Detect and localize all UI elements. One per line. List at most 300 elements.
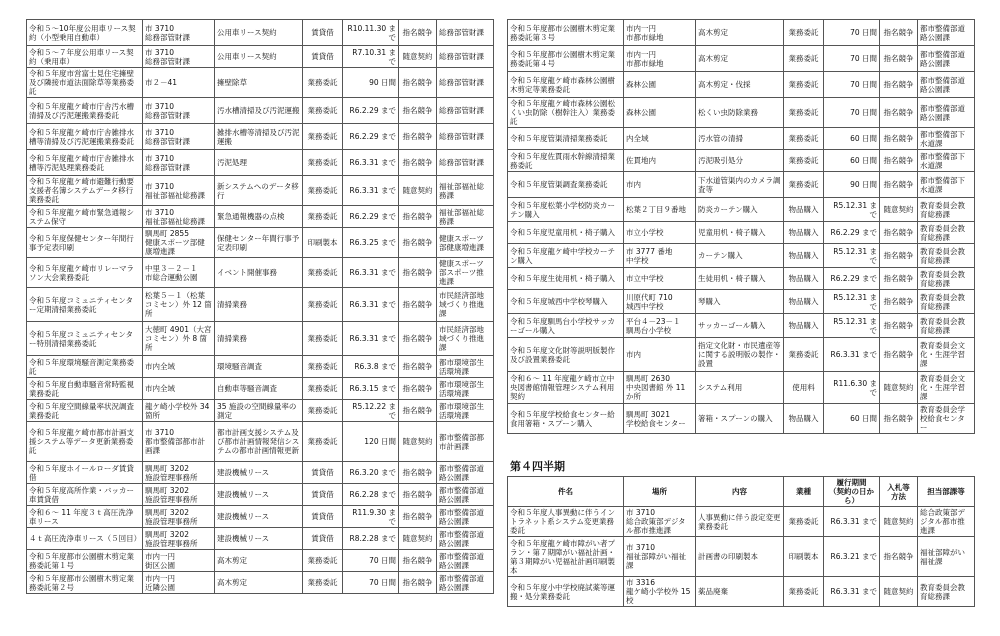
cell-location: 松葉２丁目９番地 [624,198,696,222]
cell-subject: 令和５～10年度公用車リース契約（小型乗用自動車） [27,20,143,46]
cell-category: 業務委託 [303,422,343,462]
cell-bid-method: 指名競争 [880,290,918,314]
table-row [508,222,975,244]
cell-subject: 令和５年度学校給食センター給食用箸箱・スプーン購入 [508,404,624,434]
cell-period: 70 日間 [824,46,880,72]
cell-period: R6.3.31 まで [343,176,399,206]
cell-department: 総合政策部デジタル都市推進課 [918,507,975,537]
cell-category: 印刷製本 [303,228,343,258]
cell-period: R6.2.29 まで [343,124,399,150]
table-row [508,172,975,198]
cell-content: 人事異動に伴う設定変更業務委託 [696,507,784,537]
cell-category: 賃貸借 [303,20,343,46]
contract-table-left [26,19,494,594]
cell-period: R10.11.30 まで [343,20,399,46]
cell-subject: 令和５年度城西中学校琴購入 [508,290,624,314]
cell-bid-method: 指名競争 [399,228,437,258]
table-row [27,506,494,528]
cell-department: 福祉部福祉総務課 [437,206,494,228]
cell-subject: 令和５年度環境騒音測定業務委託 [27,356,143,378]
table-row [27,68,494,98]
cell-period: 90 日間 [343,68,399,98]
cell-department: 都市環境部生活環境課 [437,378,494,400]
cell-subject: 令和５年度都市公園樹木剪定業務委託第４号 [508,46,624,72]
cell-period: 90 日間 [824,172,880,198]
cell-category: 賃貸借 [303,46,343,68]
cell-department: 教育委員会教育総務課 [918,290,975,314]
column-header: 履行期間 （契約の日から） [824,477,880,507]
table-row [27,124,494,150]
cell-bid-method: 指名競争 [880,150,918,172]
cell-content: 児童用机・椅子購入 [696,222,784,244]
cell-category: 業務委託 [303,68,343,98]
cell-content: 下水道管渠内のカメラ調査等 [696,172,784,198]
table-row [508,244,975,268]
cell-department: 都市整備部下水道課 [918,172,975,198]
cell-bid-method: 指名競争 [399,550,437,572]
cell-department: 都市整備部道路公園課 [437,572,494,594]
cell-category: 賃貸借 [303,528,343,550]
cell-category: 業務委託 [784,338,824,372]
cell-location: 市内 [624,338,696,372]
cell-subject: 令和５年度生徒用机・椅子購入 [508,268,624,290]
cell-content: 雑排水槽等清掃及び汚泥運搬 [215,124,303,150]
cell-subject: 令和５年度児童用机・椅子購入 [508,222,624,244]
cell-location: 松葉５－１（松葉コミセン）外 12 箇所 [143,288,215,322]
cell-location: 市 3710 総合政策部デジタル都市推進課 [624,507,696,537]
cell-department: 教育委員会教育総務課 [918,577,975,607]
cell-period: R6.3.31 まで [343,258,399,288]
cell-content: 新システムへのデータ移行 [215,176,303,206]
cell-content: システム利用 [696,372,784,404]
cell-bid-method: 随意契約 [399,528,437,550]
cell-period: R6.3.31 まで [343,150,399,176]
cell-period: 70 日間 [824,20,880,46]
table-row [27,322,494,356]
cell-category: 業務委託 [784,172,824,198]
cell-bid-method: 指名競争 [399,20,437,46]
cell-category: 業務委託 [784,577,824,607]
cell-department: 都市整備部道路公園課 [437,528,494,550]
cell-period: R11.9.30 まで [343,506,399,528]
cell-period: 70 日間 [824,72,880,98]
cell-category: 業務委託 [784,98,824,128]
cell-subject: 令和５年度龍ケ崎市障がい者プラン・第７期障がい福祉計画・第３期障がい児福祉計画印刷製本 [508,537,624,577]
cell-location: 市内一円 街区公園 [143,550,215,572]
cell-department: 都市環境部生活環境課 [437,400,494,422]
cell-subject: 令和５年度コミュニティセンター定期清掃業務委託 [27,288,143,322]
cell-content: 都市計画支援システム及び都市計画情報発信システムの都市計画情報更新 [215,422,303,462]
cell-subject: 令和５～７年度公用車リース契約（乗用車） [27,46,143,68]
cell-department: 都市整備部道路公園課 [437,484,494,506]
cell-department: 総務部管財課 [437,68,494,98]
cell-bid-method: 指名競争 [880,537,918,577]
table-row [508,338,975,372]
cell-location: 馴馬町 2855 健康スポーツ部健康増進課 [143,228,215,258]
cell-department: 教育委員会文化・生涯学習課 [918,372,975,404]
cell-department: 健康スポーツ部健康増進課 [437,228,494,258]
cell-category: 業務委託 [784,20,824,46]
cell-department: 総務部管財課 [437,46,494,68]
cell-period: R11.6.30 まで [824,372,880,404]
cell-bid-method: 指名競争 [399,288,437,322]
cell-bid-method: 指名競争 [399,258,437,288]
cell-content: 建設機械リース [215,484,303,506]
cell-bid-method: 指名競争 [399,206,437,228]
cell-bid-method: 随意契約 [880,577,918,607]
cell-bid-method: 指名競争 [399,322,437,356]
table-row [508,290,975,314]
cell-content: 環境騒音調査 [215,356,303,378]
cell-location: 森林公園 [624,72,696,98]
cell-location: 市 3710 総務部管財課 [143,150,215,176]
cell-content: 擁壁除草 [215,68,303,98]
cell-category: 物品購入 [784,222,824,244]
cell-period: R5.12.22 まで [343,400,399,422]
cell-department: 総務部管財課 [437,98,494,124]
table-row [508,150,975,172]
cell-department: 都市整備部都市計画課 [437,422,494,462]
cell-location: 市 3710 総務部管財課 [143,20,215,46]
cell-category: 業務委託 [784,507,824,537]
table-row [27,150,494,176]
cell-content: 公用車リース契約 [215,20,303,46]
table-row [27,378,494,400]
cell-subject: 令和５年度コミュニティセンター特別清掃業務委託 [27,322,143,356]
table-row [27,288,494,322]
cell-location: 馴馬町 3202 施設管理事務所 [143,484,215,506]
table-row [508,577,975,607]
cell-category: 業務委託 [303,98,343,124]
cell-location: 市２－41 [143,68,215,98]
cell-department: 教育委員会学校給食センター [918,404,975,434]
cell-category: 賃貸借 [303,484,343,506]
cell-department: 都市整備部道路公園課 [437,550,494,572]
cell-subject: 令和５年度龍ケ崎市都市計画支援システム等データ更新業務委託 [27,422,143,462]
table-row [508,507,975,537]
cell-category: 業務委託 [303,150,343,176]
cell-bid-method: 指名競争 [880,244,918,268]
cell-period: 120 日間 [343,422,399,462]
cell-category: 業務委託 [303,356,343,378]
cell-subject: 令和５年度自動車騒音常時監視業務委託 [27,378,143,400]
cell-period: R6.2.29 まで [824,268,880,290]
cell-content: 生徒用机・椅子購入 [696,268,784,290]
cell-category: 業務委託 [303,124,343,150]
cell-bid-method: 指名競争 [880,128,918,150]
cell-period: 60 日間 [824,150,880,172]
cell-bid-method: 随意契約 [880,198,918,222]
column-header: 場所 [624,477,696,507]
cell-location: 市 3710 総務部管財課 [143,46,215,68]
cell-content: 建設機械リース [215,506,303,528]
cell-category: 業務委託 [303,400,343,422]
cell-department: 総務部管財課 [437,124,494,150]
cell-location: 市 3710 都市整備部都市計画課 [143,422,215,462]
cell-content: 高木剪定・伐採 [696,72,784,98]
cell-period: R5.12.31 まで [824,290,880,314]
cell-subject: 令和５年度龍ケ崎市庁舎汚水槽清掃及び汚泥運搬業務委託 [27,98,143,124]
cell-location: 市 3710 総務部管財課 [143,124,215,150]
cell-department: 市民経済部地域づくり推進課 [437,288,494,322]
cell-bid-method: 指名競争 [399,68,437,98]
cell-subject: 令和５年度高所作業・バッカー車賃貸借 [27,484,143,506]
cell-location: 市内全域 [143,356,215,378]
cell-category: 業務委託 [303,176,343,206]
cell-bid-method: 指名競争 [880,338,918,372]
cell-location: 市 3316 龍ケ崎小学校外 15 校 [624,577,696,607]
cell-department: 教育委員会教育総務課 [918,268,975,290]
cell-content: 清掃業務 [215,288,303,322]
table-row [27,176,494,206]
contract-table-right [507,19,975,434]
cell-period: 70 日間 [343,572,399,594]
table-row [508,314,975,338]
cell-content: イベント開催事務 [215,258,303,288]
table-row [27,550,494,572]
cell-subject: ４ｔ高圧洗浄車リース（５回目） [27,528,143,550]
cell-location: 市内全域 [143,378,215,400]
cell-location: 市内 [624,172,696,198]
cell-location: 龍ケ崎小学校外 34 箇所 [143,400,215,422]
cell-bid-method: 指名競争 [399,484,437,506]
cell-location: 市内一円 近隣公園 [143,572,215,594]
cell-bid-method: 指名競争 [399,150,437,176]
cell-department: 教育委員会教育総務課 [918,222,975,244]
cell-category: 業務委託 [784,128,824,150]
cell-subject: 令和５年度龍ケ崎市避難行動要支援者名簿システムデータ移行業務委託 [27,176,143,206]
cell-department: 都市整備部道路公園課 [918,46,975,72]
cell-department: 都市整備部道路公園課 [437,506,494,528]
cell-period: R6.3.21 まで [824,537,880,577]
cell-period: R6.3.31 まで [824,507,880,537]
table-row [508,404,975,434]
table-row [508,72,975,98]
cell-department: 都市整備部下水道課 [918,128,975,150]
cell-period: 60 日間 [824,128,880,150]
cell-department: 市民経済部地域づくり推進課 [437,322,494,356]
cell-bid-method: 指名競争 [880,46,918,72]
cell-content: 緊急通報機器の点検 [215,206,303,228]
cell-content: 高木剪定 [215,572,303,594]
cell-subject: 令和５年度龍ケ崎市緊急通報システム保守 [27,206,143,228]
cell-category: 業務委託 [303,258,343,288]
cell-bid-method: 指名競争 [880,314,918,338]
cell-period: R6.3.15 まで [343,378,399,400]
cell-period: R6.3.8 まで [343,356,399,378]
table-row [508,46,975,72]
cell-period: R5.12.31 まで [824,314,880,338]
cell-category: 賃貸借 [303,506,343,528]
cell-department: 都市整備部道路公園課 [918,72,975,98]
cell-content: 建設機械リース [215,462,303,484]
cell-bid-method: 随意契約 [880,507,918,537]
cell-content: 汚泥処理 [215,150,303,176]
cell-category: 業務委託 [784,46,824,72]
table-row [27,258,494,288]
cell-bid-method: 指名競争 [880,222,918,244]
cell-bid-method: 随意契約 [399,422,437,462]
cell-period: R6.2.29 まで [343,98,399,124]
cell-content: 指定文化財・市民遺産等に関する説明版の製作・設置 [696,338,784,372]
cell-bid-method: 随意契約 [399,176,437,206]
cell-location: 馴馬町 3202 施設管理事務所 [143,506,215,528]
column-header: 件名 [508,477,624,507]
cell-period: 70 日間 [824,98,880,128]
cell-subject: 令和５年度龍ケ崎市庁舎雑排水槽等清掃及び汚泥運搬業務委託 [27,124,143,150]
cell-period: R6.3.31 まで [343,288,399,322]
cell-content: 建設機械リース [215,528,303,550]
cell-department: 総務部管財課 [437,20,494,46]
cell-subject: 令和５年度龍ケ崎市庁舎雑排水槽等汚泥処理業務委託 [27,150,143,176]
cell-location: 馴馬町 3202 施設管理事務所 [143,528,215,550]
table-row [508,372,975,404]
table-row [27,400,494,422]
cell-content: 計画書の印刷製本 [696,537,784,577]
cell-subject: 令和５年度人事異動に伴うイントラネット系システム変更業務委託 [508,507,624,537]
cell-category: 賃貸借 [303,462,343,484]
cell-department: 教育委員会文化・生涯学習課 [918,338,975,372]
cell-subject: 令和５年度ホイールローダ賃貸借 [27,462,143,484]
table-row [508,20,975,46]
cell-period: R6.3.31 まで [343,322,399,356]
cell-subject: 令和５年度空間線量率状況調査業務委託 [27,400,143,422]
table-header-row [508,477,975,507]
cell-subject: 令和５年度小中学校廃試薬等運搬・処分業務委託 [508,577,624,607]
cell-bid-method: 指名競争 [399,462,437,484]
cell-department: 総務部管財課 [437,150,494,176]
cell-content: カーテン購入 [696,244,784,268]
cell-content: 清掃業務 [215,322,303,356]
cell-category: 業務委託 [303,288,343,322]
cell-subject: 令和５年度市営富士見住宅擁壁及び隣接市道法面除草等業務委託 [27,68,143,98]
cell-location: 市内一円 市都市緑地 [624,46,696,72]
cell-bid-method: 指名競争 [399,506,437,528]
cell-period: R6.3.31 まで [824,577,880,607]
cell-location: 市 3710 福祉部福祉総務課 [143,206,215,228]
cell-subject: 令和５年度管渠清掃業務委託 [508,128,624,150]
cell-content: 高木剪定 [696,20,784,46]
table-row [508,537,975,577]
cell-subject: 令和５年度龍ケ崎市森林公園松くい虫防除（樹幹注入）業務委託 [508,98,624,128]
cell-department: 都市整備部下水道課 [918,150,975,172]
table-row [508,128,975,150]
cell-bid-method: 指名競争 [880,172,918,198]
table-row [27,484,494,506]
cell-period: R6.2.29 まで [343,206,399,228]
cell-location: 内全域 [624,128,696,150]
section-title-q4: 第４四半期 [510,460,565,473]
cell-content: 高木剪定 [215,550,303,572]
cell-bid-method: 随意契約 [399,46,437,68]
table-row [27,20,494,46]
cell-content: 汚泥吸引処分 [696,150,784,172]
cell-content: 防炎カーテン購入 [696,198,784,222]
cell-subject: 令和５年度管渠調査業務委託 [508,172,624,198]
cell-location: 市立中学校 [624,268,696,290]
cell-category: 物品購入 [784,268,824,290]
table-row [27,528,494,550]
cell-subject: 令和５年度文化財等説明版製作及び設置業務委託 [508,338,624,372]
cell-bid-method: 指名競争 [399,378,437,400]
cell-department: 都市整備部道路公園課 [918,98,975,128]
cell-subject: 令和５年度馴馬台小学校サッカーゴール購入 [508,314,624,338]
cell-department: 都市環境部生活環境課 [437,356,494,378]
cell-subject: 令和６～ 11 年度３ｔ高圧洗浄車リース [27,506,143,528]
table-row [508,98,975,128]
table-row [27,46,494,68]
cell-period: 70 日間 [343,550,399,572]
column-header: 内容 [696,477,784,507]
cell-location: 市 3710 福祉部障がい福祉課 [624,537,696,577]
cell-category: 物品購入 [784,314,824,338]
cell-bid-method: 指名競争 [880,72,918,98]
cell-location: 佐貫地内 [624,150,696,172]
cell-location: 市 3710 総務部管財課 [143,98,215,124]
cell-location: 市立小学校 [624,222,696,244]
table-row [27,356,494,378]
cell-period: R6.3.31 まで [824,338,880,372]
cell-category: 物品購入 [784,404,824,434]
cell-category: 業務委託 [303,322,343,356]
cell-bid-method: 指名競争 [880,404,918,434]
cell-bid-method: 随意契約 [880,372,918,404]
cell-category: 物品購入 [784,198,824,222]
column-header: 担当部課等 [918,477,975,507]
cell-location: 大徳町 4901（大宮コミセン）外 8 箇所 [143,322,215,356]
cell-subject: 令和５年度都市公園樹木剪定業務委託第１号 [27,550,143,572]
cell-period: R6.2.29 まで [824,222,880,244]
cell-period: 60 日間 [824,404,880,434]
table-row [27,206,494,228]
cell-bid-method: 指名競争 [399,400,437,422]
cell-content: 35 施設の空間線量率の測定 [215,400,303,422]
cell-category: 物品購入 [784,244,824,268]
cell-period: R8.2.28 まで [343,528,399,550]
cell-category: 業務委託 [784,150,824,172]
cell-bid-method: 指名競争 [399,356,437,378]
cell-location: 市 3777 番地 中学校 [624,244,696,268]
cell-content: 高木剪定 [696,46,784,72]
cell-category: 使用料 [784,372,824,404]
cell-content: 薬品廃棄 [696,577,784,607]
cell-subject: 令和５年度保健センター年間行事予定表印刷 [27,228,143,258]
cell-department: 福祉部福祉総務課 [437,176,494,206]
table-row [27,422,494,462]
cell-category: 業務委託 [303,550,343,572]
cell-department: 教育委員会教育総務課 [918,198,975,222]
contract-table-q4 [507,476,975,607]
cell-content: 琴購入 [696,290,784,314]
cell-subject: 令和５年度龍ケ崎市森林公園樹木剪定等業務委託 [508,72,624,98]
cell-content: 保健センター年間行事予定表印刷 [215,228,303,258]
cell-bid-method: 指名競争 [399,572,437,594]
cell-location: 馴馬町 2630 中央図書館 外 11 か所 [624,372,696,404]
cell-period: R6.2.28 まで [343,484,399,506]
cell-bid-method: 指名競争 [399,98,437,124]
cell-period: R5.12.31 まで [824,244,880,268]
cell-content: サッカーゴール購入 [696,314,784,338]
cell-category: 業務委託 [303,572,343,594]
cell-bid-method: 指名競争 [880,20,918,46]
cell-subject: 令和６～ 11 年度龍ケ崎市立中央図書館情報管理システム利用契約 [508,372,624,404]
cell-bid-method: 指名競争 [399,124,437,150]
cell-location: 市 3710 福祉部福祉総務課 [143,176,215,206]
cell-category: 業務委託 [303,378,343,400]
column-header: 入札等 方法 [880,477,918,507]
cell-content: 汚水槽清掃及び汚泥運搬 [215,98,303,124]
cell-category: 物品購入 [784,290,824,314]
